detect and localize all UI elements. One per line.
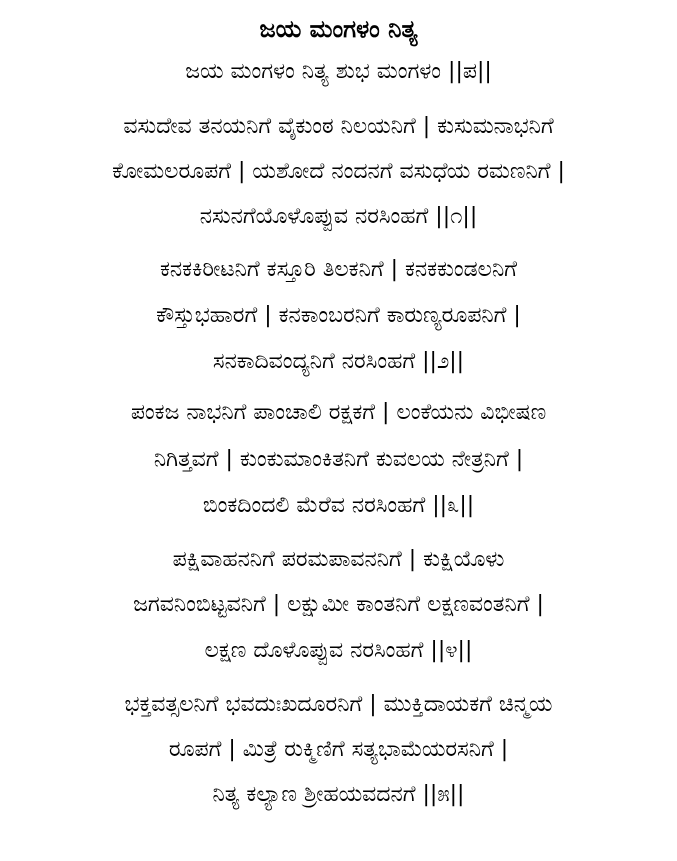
stanza-line: ವಸುದೇವ ತನಯನಿಗೆ ವೈಕುಂಠ ನಿಲಯನಿಗೆ | ಕುಸುಮನಾಭನಿಗೆ bbox=[123, 114, 554, 139]
stanza-line: ನಿಗಿತ್ತವಗೆ | ಕುಂಕುಮಾಂಕಿತನಿಗೆ ಕುವಲಯ ನೇತ್ರನಿಗೆ | bbox=[153, 447, 524, 472]
stanza-line: ಪಂಕಜ ನಾಭನಿಗೆ ಪಾಂಚಾಲಿ ರಕ್ಷಕಗೆ | ಲಂಕೆಯನು ವಿಭೀಷಣ bbox=[130, 400, 547, 425]
stanza-line: ಕೋಮಲರೂಪಗೆ | ಯಶೋದೆ ನಂದನಗೆ ವಸುಧೆಯ ರಮಣನಿಗೆ | bbox=[112, 159, 565, 184]
stanza-line: ಕನಕಕಿರೀಟನಿಗೆ ಕಸ್ತೂರಿ ತಿಲಕನಿಗೆ | ಕನಕಕುಂಡಲನಿಗೆ bbox=[160, 257, 517, 282]
stanza-line: ಭಕ್ತವತ್ಸಲನಿಗೆ ಭವದುಃಖದೂರನಿಗೆ | ಮುಕ್ತಿದಾಯಕಗೆ ಚಿನ್ಮಯ bbox=[124, 692, 553, 717]
stanza-line: ಸನಕಾದಿವಂದ್ಯನಿಗೆ ನರಸಿಂಹಗೆ ||೨|| bbox=[212, 349, 465, 374]
stanza-line: ಲಕ್ಷಣ ದೊಳೊಪ್ಪುವ ನರಸಿಂಹಗೆ ||೪|| bbox=[204, 638, 473, 663]
stanza-line: ನಿತ್ಯ ಕಲ್ಯಾಣ ಶ್ರೀಹಯವದನಗೆ ||೫|| bbox=[212, 782, 465, 807]
stanza-line: ರೂಪಗೆ | ಮಿತ್ರೆ ರುಕ್ಮಿಣಿಗೆ ಸತ್ಯಭಾಮೆಯರಸನಿಗೆ | bbox=[168, 737, 509, 762]
stanza-line: ನಸುನಗೆಯೊಳೊಪ್ಪುವ ನರಸಿಂಹಗೆ ||೧|| bbox=[199, 204, 478, 229]
refrain-line: ಜಯ ಮಂಗಳಂ ನಿತ್ಯ ಶುಭ ಮಂಗಳಂ ||ಪ|| bbox=[185, 59, 492, 84]
stanza-line: ಪಕ್ಷಿವಾಹನನಿಗೆ ಪರಮಪಾವನನಿಗೆ | ಕುಕ್ಷಿಯೊಳು bbox=[172, 547, 505, 572]
stanza-line: ಬಿಂಕದಿಂದಲಿ ಮೆರೆವ ನರಸಿಂಹಗೆ ||೩|| bbox=[202, 493, 475, 518]
song-title: ಜಯ ಮಂಗಳಂ ನಿತ್ಯ bbox=[259, 15, 418, 43]
stanza-line: ಕೌಸ್ತುಭಹಾರಗೆ | ಕನಕಾಂಬರನಿಗೆ ಕಾರುಣ್ಯರೂಪನಿಗೆ | bbox=[156, 303, 521, 328]
stanza-line: ಜಗವನಿಂಬಿಟ್ಟವನಿಗೆ | ಲಕ್ಷುಮೀ ಕಾಂತನಿಗೆ ಲಕ್ಷಣವಂತನಿಗೆ | bbox=[133, 592, 544, 617]
